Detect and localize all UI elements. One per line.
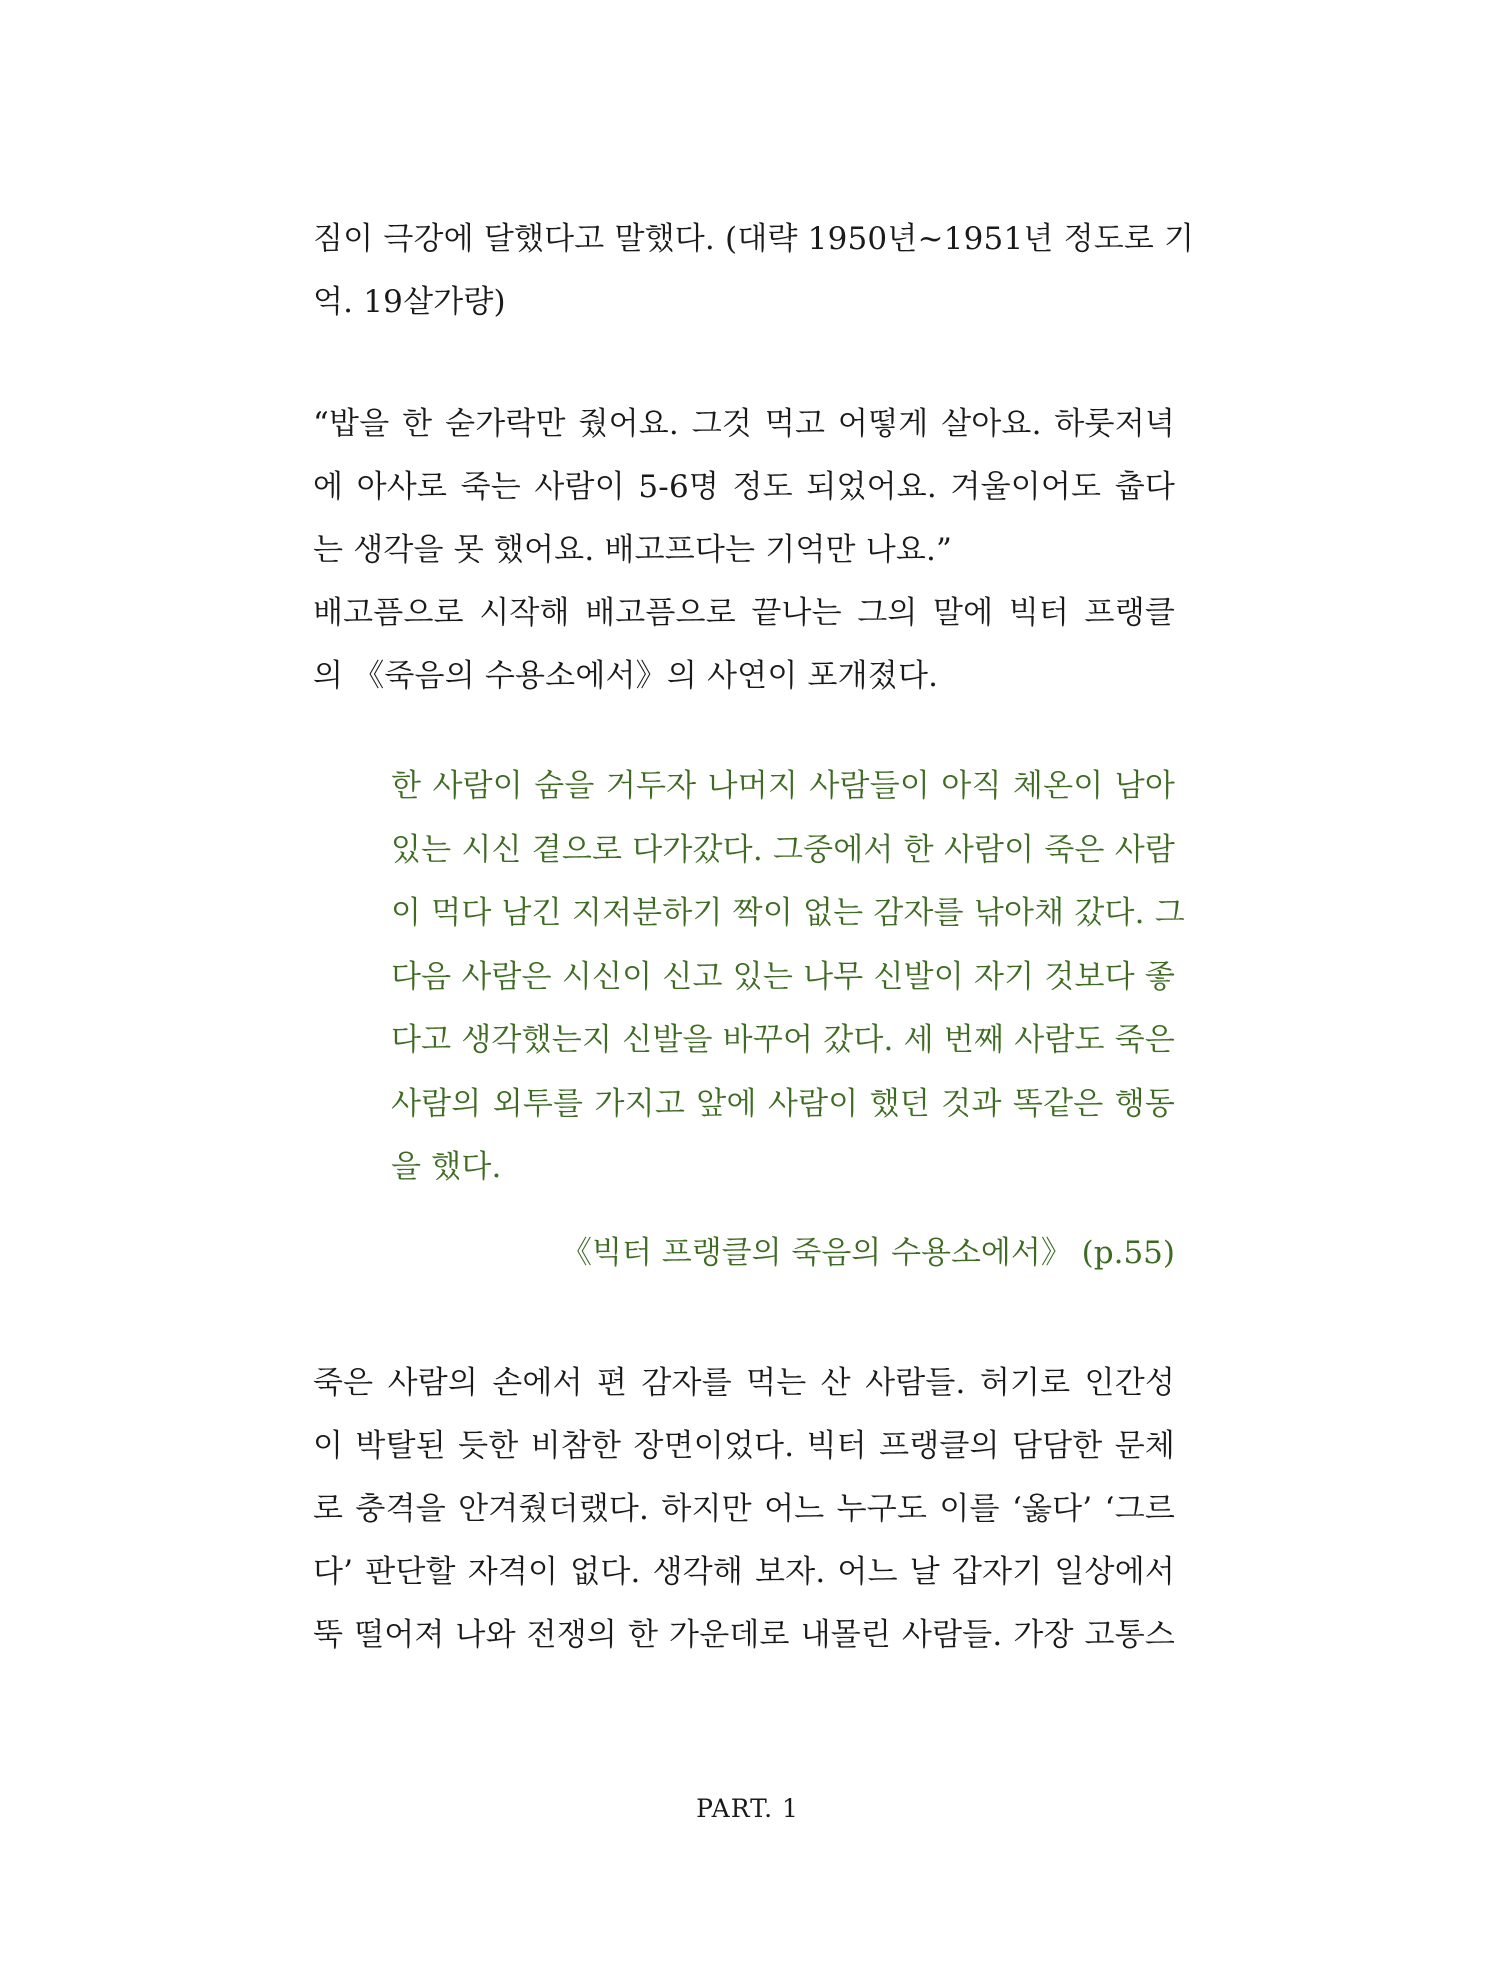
quote-line: 한 사람이 숨을 거두자 나머지 사람들이 아직 체온이 남아: [391, 768, 1175, 804]
block-quote: [391, 755, 1185, 1200]
paragraph-line: 이 박탈된 듯한 비참한 장면이었다. 빅터 프랭클의 담담한 문체: [313, 1428, 1175, 1464]
quote-line: 이 먹다 남긴 지저분하기 짝이 없는 감자를 낚아채 갔다. 그: [391, 895, 1185, 931]
paragraph-line: 는 생각을 못 했어요. 배고프다는 기억만 나요.”: [313, 532, 953, 568]
paragraph-line: 짐이 극강에 달했다고 말했다. (대략 1950년~1951년 정도로 기: [313, 221, 1195, 257]
quote-line: 사람의 외투를 가지고 앞에 사람이 했던 것과 똑같은 행동: [391, 1085, 1175, 1122]
paragraph-line: 억. 19살가량): [313, 284, 506, 320]
paragraph-line: 의 《죽음의 수용소에서》의 사연이 포개졌다.: [313, 658, 939, 694]
paragraph-1: [313, 208, 1195, 334]
quote-line: 있는 시신 곁으로 다가갔다. 그중에서 한 사람이 죽은 사람: [391, 831, 1175, 868]
quote-line: 다음 사람은 시신이 신고 있는 나무 신발이 자기 것보다 좋: [391, 958, 1175, 995]
paragraph-line: 배고픔으로 시작해 배고픔으로 끝나는 그의 말에 빅터 프랭클: [313, 595, 1175, 631]
paragraph-line: 다’ 판단할 자격이 없다. 생각해 보자. 어느 날 갑자기 일상에서: [313, 1554, 1175, 1590]
paragraph-2: [313, 393, 1175, 708]
page-footer-part-label: PART. 1: [696, 1794, 799, 1823]
paragraph-line: 죽은 사람의 손에서 편 감자를 먹는 산 사람들. 허기로 인간성: [313, 1365, 1175, 1401]
paragraph-line: 에 아사로 죽는 사람이 5-6명 정도 되었어요. 겨울이어도 춥다: [313, 469, 1175, 505]
paragraph-3: [313, 1352, 1175, 1667]
paragraph-line: 뚝 떨어져 나와 전쟁의 한 가운데로 내몰린 사람들. 가장 고통스: [313, 1617, 1175, 1653]
paragraph-line: 로 충격을 안겨줬더랬다. 하지만 어느 누구도 이를 ‘옳다’ ‘그르: [313, 1491, 1175, 1527]
paragraph-line: “밥을 한 숟가락만 줬어요. 그것 먹고 어떻게 살아요. 하룻저녁: [313, 406, 1175, 442]
quote-line: 을 했다.: [391, 1149, 502, 1185]
quote-line: 다고 생각했는지 신발을 바꾸어 갔다. 세 번째 사람도 죽은: [391, 1022, 1175, 1058]
quote-citation: 《빅터 프랭클의 죽음의 수용소에서》 (p.55): [561, 1235, 1175, 1271]
